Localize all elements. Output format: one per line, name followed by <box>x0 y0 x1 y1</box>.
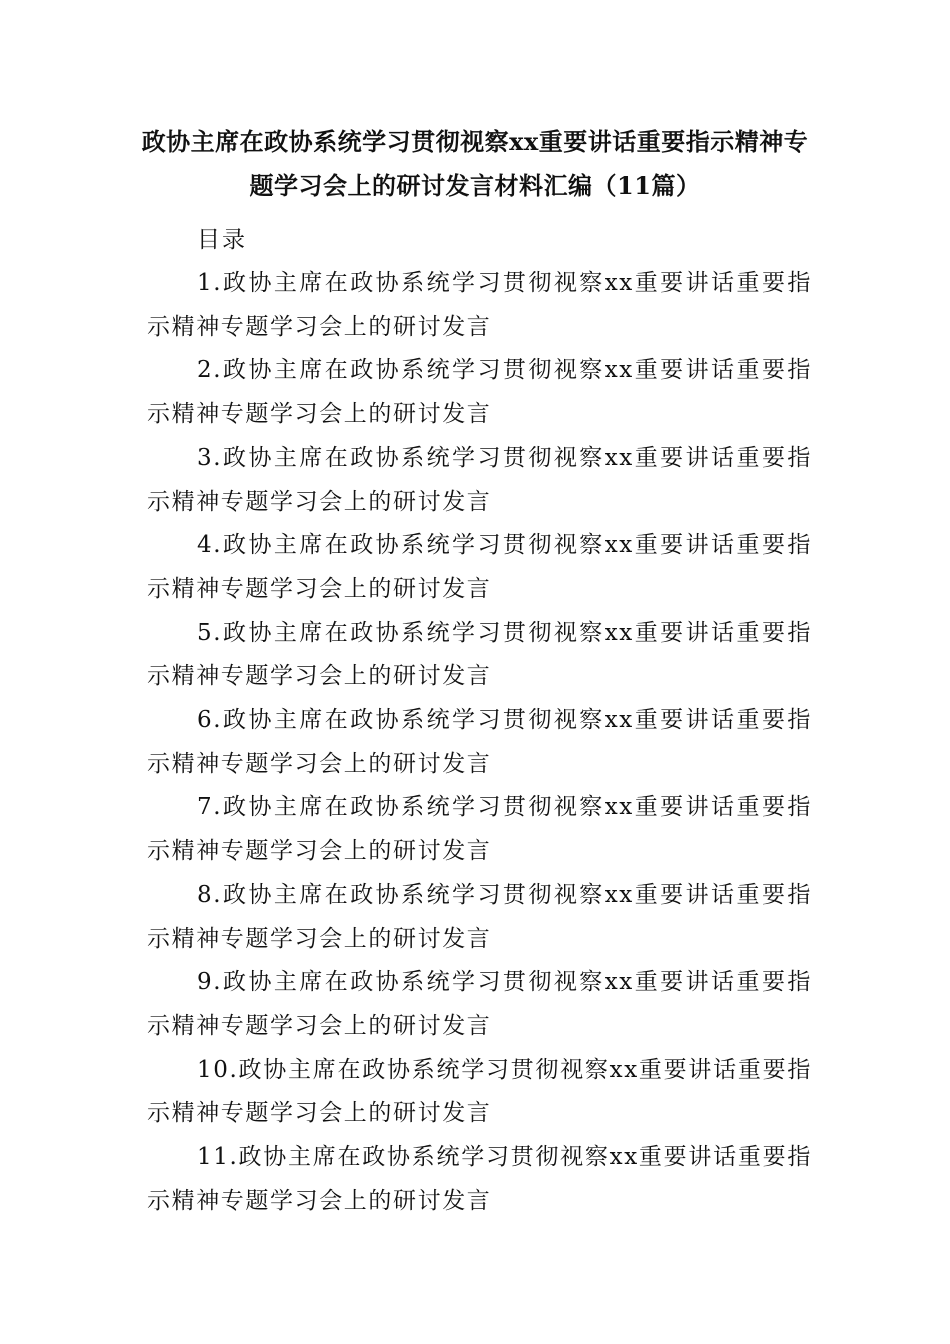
toc-item-11: 11.政协主席在政协系统学习贯彻视察xx重要讲话重要指示精神专题学习会上的研讨发言 <box>147 1144 812 1214</box>
toc-item-10: 10.政协主席在政协系统学习贯彻视察xx重要讲话重要指示精神专题学习会上的研讨发言 <box>147 1056 812 1127</box>
toc-item-9: 9.政协主席在政协系统学习贯彻视察xx重要讲话重要指示精神专题学习会上的研讨发言 <box>147 969 812 1039</box>
toc-item-2: 2.政协主席在政协系统学习贯彻视察xx重要讲话重要指示精神专题学习会上的研讨发言 <box>147 357 812 428</box>
document-title: 政协主席在政协系统学习贯彻视察xx重要讲话重要指示精神专题学习会上的研讨发言材料汇编（11篇） <box>141 127 809 200</box>
toc-item-3: 3.政协主席在政协系统学习贯彻视察xx重要讲话重要指示精神专题学习会上的研讨发言 <box>147 444 812 515</box>
toc-heading: 目录 <box>197 227 247 253</box>
toc-item-5: 5.政协主席在政协系统学习贯彻视察xx重要讲话重要指示精神专题学习会上的研讨发言 <box>147 619 812 690</box>
toc-item-4: 4.政协主席在政协系统学习贯彻视察xx重要讲话重要指示精神专题学习会上的研讨发言 <box>147 532 812 602</box>
toc-item-1: 1.政协主席在政协系统学习贯彻视察xx重要讲话重要指示精神专题学习会上的研讨发言 <box>147 270 812 340</box>
toc-item-7: 7.政协主席在政协系统学习贯彻视察xx重要讲话重要指示精神专题学习会上的研讨发言 <box>147 794 812 865</box>
table-of-contents <box>147 262 812 1223</box>
toc-item-6: 6.政协主席在政协系统学习贯彻视察xx重要讲话重要指示精神专题学习会上的研讨发言 <box>147 707 812 777</box>
toc-item-8: 8.政协主席在政协系统学习贯彻视察xx重要讲话重要指示精神专题学习会上的研讨发言 <box>147 881 812 952</box>
